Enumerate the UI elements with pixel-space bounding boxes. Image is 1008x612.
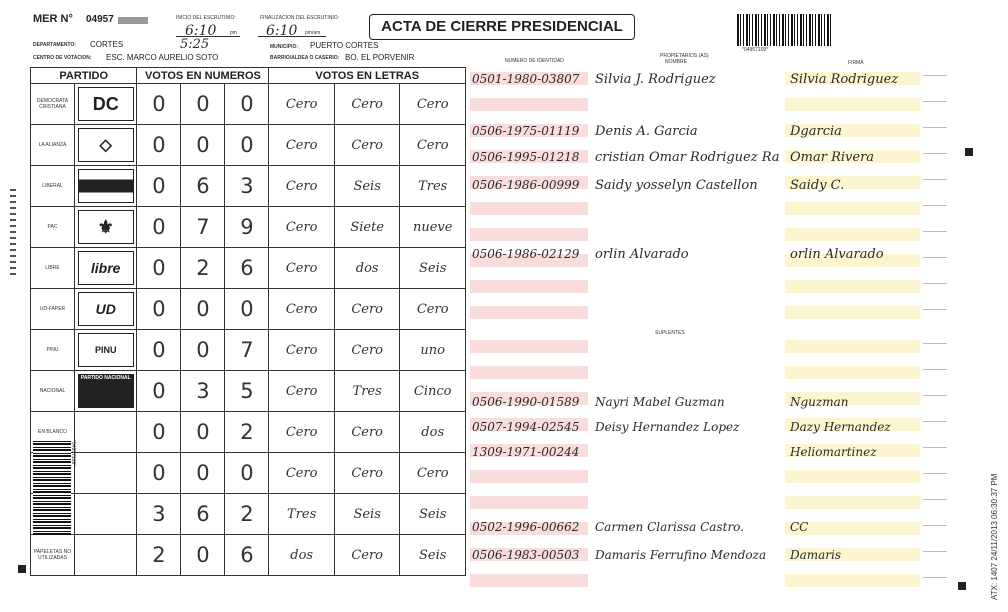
inicio-time2: 5:25 [180, 37, 210, 52]
owner-signature: Silvia Rodriguez [790, 72, 899, 87]
party-name: DEMOCRATA CRISTIANA [31, 84, 75, 125]
table-row [31, 453, 466, 494]
vote-digit: 0 [137, 248, 181, 289]
row-tag [923, 153, 947, 154]
signature-cell [785, 470, 920, 483]
row-tag [923, 231, 947, 232]
substitute-signature: Nguzman [790, 395, 849, 409]
party-logo [75, 166, 137, 207]
table-row [31, 535, 466, 576]
vote-word: Tres [400, 166, 466, 207]
party-logo [75, 207, 137, 248]
substitute-name: Carmen Clarissa Castro. [595, 520, 745, 534]
owner-name: orlin Alvarado [595, 247, 689, 262]
row-tag [923, 205, 947, 206]
vote-digit: 0 [137, 371, 181, 412]
table-row [31, 412, 466, 453]
vote-digit: 0 [181, 535, 225, 576]
substitute-signature: Dazy Hernandez [790, 420, 891, 434]
signature-cell [785, 280, 920, 293]
departamento-label: DEPARTAMENTO: [33, 42, 77, 48]
vote-digit: 9 [225, 207, 269, 248]
vote-digit: 2 [225, 494, 269, 535]
vote-digit: 0 [137, 412, 181, 453]
barcode-top [737, 14, 833, 46]
vote-digit: 5 [225, 371, 269, 412]
corner-mark-bl [18, 565, 26, 573]
owner-signature: orlin Alvarado [790, 247, 884, 262]
col-letras: VOTOS EN LETRAS [269, 68, 466, 84]
vote-word: Cero [400, 84, 466, 125]
suplentes-label: SUPLENTES [655, 330, 685, 336]
vote-digit: 2 [181, 248, 225, 289]
vote-digit: 6 [225, 248, 269, 289]
substitute-name: Damaris Ferrufino Mendoza [595, 548, 767, 562]
party-name: PAPELETAS NO UTILIZADAS [31, 535, 75, 576]
row-tag [923, 283, 947, 284]
id-cell [470, 98, 588, 111]
substitute-signature: CC [790, 520, 809, 534]
vote-word: Seis [400, 494, 466, 535]
mer-label: MER N° [33, 13, 73, 25]
vote-digit: 0 [137, 166, 181, 207]
id-cell [470, 306, 588, 319]
vote-word: Cero [269, 84, 335, 125]
finalizacion-line [258, 36, 326, 37]
firma-label: FIRMA [848, 60, 864, 66]
signature-cell [785, 98, 920, 111]
row-tag [923, 395, 947, 396]
municipio-value: PUERTO CORTES [310, 41, 379, 50]
side-text: ATX: 1407 24/11/2013 06:30:37 PM [990, 473, 999, 600]
row-tag [923, 309, 947, 310]
owner-name: cristian Omar Rodriguez Ra [595, 150, 780, 165]
vote-digit: 7 [181, 207, 225, 248]
vote-digit: 0 [137, 453, 181, 494]
owner-id: 0506-1986-02129 [472, 247, 580, 261]
vote-word: Cero [269, 330, 335, 371]
id-cell [470, 228, 588, 241]
vote-word: Cinco [400, 371, 466, 412]
signature-cell [785, 228, 920, 241]
party-name: PAC [31, 207, 75, 248]
party-logo [75, 535, 137, 576]
row-tag [923, 257, 947, 258]
barcode-left-text: *04957109* [70, 440, 76, 467]
col-partido: PARTIDO [31, 68, 137, 84]
id-cell [470, 366, 588, 379]
centro-value: ESC. MARCO AURELIO SOTO [106, 53, 219, 62]
party-name: LIBRE [31, 248, 75, 289]
vote-digit: 2 [137, 535, 181, 576]
page-title: ACTA DE CIERRE PRESIDENCIAL [369, 14, 635, 40]
vote-digit: 6 [181, 166, 225, 207]
id-cell [470, 202, 588, 215]
vote-word: Cero [334, 84, 400, 125]
vote-digit: 0 [181, 84, 225, 125]
vote-word: dos [400, 412, 466, 453]
party-name: LA ALIANZA [31, 125, 75, 166]
vote-digit: 0 [225, 453, 269, 494]
vote-digit: 0 [137, 125, 181, 166]
party-logo-icon [78, 169, 134, 203]
substitute-signature: Damaris [790, 548, 842, 562]
vote-digit: 0 [181, 330, 225, 371]
vote-word: Seis [334, 166, 400, 207]
vote-word: Cero [269, 371, 335, 412]
owner-id: 0501-1980-03807 [472, 72, 580, 86]
vote-digit: 2 [225, 412, 269, 453]
vote-word: Tres [269, 494, 335, 535]
owner-name: Silvia J. Rodriguez [595, 72, 716, 87]
row-tag [923, 577, 947, 578]
corner-mark-tr [965, 148, 973, 156]
propietarios-label: PROPIETARIOS (AS) [660, 53, 709, 59]
party-logo-icon: ◇ [78, 128, 134, 162]
vote-digit: 0 [181, 412, 225, 453]
owner-signature: Saidy C. [790, 178, 845, 193]
substitute-id: 1309-1971-00244 [472, 445, 580, 459]
departamento-value: CORTES [90, 40, 124, 49]
vote-word: Seis [334, 494, 400, 535]
substitute-name: Nayri Mabel Guzman [595, 395, 725, 409]
vote-word: Tres [334, 371, 400, 412]
vote-word: Cero [269, 248, 335, 289]
table-row [31, 289, 466, 330]
vote-digit: 3 [225, 166, 269, 207]
substitute-id: 0506-1983-00503 [472, 548, 580, 562]
id-cell [470, 574, 588, 587]
table-row [31, 248, 466, 289]
vote-digit: 0 [137, 289, 181, 330]
row-tag [923, 369, 947, 370]
party-logo [75, 289, 137, 330]
vote-word: Cero [400, 289, 466, 330]
barcode-top-text: *04957109* [742, 47, 769, 53]
vote-digit: 0 [137, 330, 181, 371]
party-logo [75, 371, 137, 412]
row-tag [923, 551, 947, 552]
signature-cell [785, 574, 920, 587]
vote-word: Cero [334, 453, 400, 494]
municipio-label: MUNICIPIO: [270, 44, 299, 50]
vote-word: Cero [334, 125, 400, 166]
vote-word: Cero [269, 125, 335, 166]
owner-signature: Dgarcia [790, 124, 842, 139]
party-name: LIBERAL [31, 166, 75, 207]
row-tag [923, 179, 947, 180]
vote-word: Cero [400, 453, 466, 494]
row-tag [923, 101, 947, 102]
substitute-id: 0507-1994-02545 [472, 420, 580, 434]
vote-word: Cero [400, 125, 466, 166]
vote-word: Cero [334, 330, 400, 371]
owner-id: 0506-1975-01119 [472, 124, 580, 138]
row-tag [923, 75, 947, 76]
vote-word: Cero [334, 535, 400, 576]
vote-digit: 0 [225, 289, 269, 330]
table-row [31, 330, 466, 371]
owner-id: 0506-1995-01218 [472, 150, 580, 164]
row-tag [923, 127, 947, 128]
owner-id: 0506-1986-00999 [472, 178, 580, 192]
party-logo [75, 494, 137, 535]
inicio-pm: pm [230, 30, 237, 36]
party-logo-icon: PARTIDO NACIONAL [78, 374, 134, 408]
substitute-id: 0502-1996-00662 [472, 520, 580, 534]
vote-digit: 3 [137, 494, 181, 535]
party-name: EN BLANCO [31, 412, 75, 453]
vote-word: dos [269, 535, 335, 576]
vote-digit: 0 [181, 453, 225, 494]
vote-digit: 7 [225, 330, 269, 371]
row-tag [923, 473, 947, 474]
vote-word: dos [334, 248, 400, 289]
barcode-left [33, 440, 71, 535]
barrio-label: BARRIO/ALDEA O CASERIO: [270, 55, 340, 61]
id-cell [470, 280, 588, 293]
finalizacion-pm: pm/am [305, 30, 321, 36]
row-tag [923, 343, 947, 344]
barrio-value: BO. EL PORVENIR [345, 53, 415, 62]
row-tag [923, 421, 947, 422]
vote-word: Cero [269, 453, 335, 494]
signature-cell [785, 340, 920, 353]
mer-number: 04957 [86, 14, 114, 25]
table-row [31, 125, 466, 166]
vote-word: Seis [400, 535, 466, 576]
vote-word: Cero [334, 289, 400, 330]
vote-word: Cero [269, 207, 335, 248]
col-numeros: VOTOS EN NUMEROS [137, 68, 269, 84]
finalizacion-time: 6:10 [266, 23, 298, 39]
vote-digit: 6 [225, 535, 269, 576]
id-cell [470, 340, 588, 353]
vote-digit: 6 [181, 494, 225, 535]
row-tag [923, 447, 947, 448]
owner-signature: Omar Rivera [790, 150, 875, 165]
party-logo-icon: UD [78, 292, 134, 326]
vote-digit: 0 [225, 84, 269, 125]
table-row [31, 207, 466, 248]
inicio-label: INICIO DEL ESCRUTINIO: [176, 15, 236, 21]
party-logo-icon: DC [78, 87, 134, 121]
party-name: PINU [31, 330, 75, 371]
numero-identidad-label: NUMERO DE IDENTIDAD [505, 58, 564, 64]
corner-mark-br [958, 582, 966, 590]
id-cell [470, 496, 588, 509]
table-row [31, 84, 466, 125]
party-logo-icon: ⚜ [78, 210, 134, 244]
party-logo [75, 330, 137, 371]
vote-word: uno [400, 330, 466, 371]
finalizacion-label: FINALIZACION DEL ESCRUTINIO: [260, 15, 339, 21]
vote-word: Cero [269, 412, 335, 453]
row-tag [923, 499, 947, 500]
cne-logo [118, 17, 148, 24]
votes-table [30, 67, 466, 576]
vote-word: Siete [334, 207, 400, 248]
vote-digit: 0 [181, 125, 225, 166]
party-logo [75, 125, 137, 166]
party-logo-icon: PINU [78, 333, 134, 367]
table-row [31, 166, 466, 207]
vote-digit: 0 [137, 207, 181, 248]
vote-word: Cero [269, 166, 335, 207]
vote-digit: 0 [181, 289, 225, 330]
vote-word: Cero [334, 412, 400, 453]
party-logo-icon: libre [78, 251, 134, 285]
vote-digit: 0 [225, 125, 269, 166]
signature-cell [785, 202, 920, 215]
party-logo [75, 453, 137, 494]
vote-digit: 3 [181, 371, 225, 412]
signature-cell [785, 366, 920, 379]
edge-marks [10, 185, 16, 275]
id-cell [470, 470, 588, 483]
party-logo [75, 84, 137, 125]
owner-name: Denis A. Garcia [595, 124, 698, 139]
table-row [31, 494, 466, 535]
party-name: NACIONAL [31, 371, 75, 412]
substitute-name: Deisy Hernandez Lopez [595, 420, 740, 434]
vote-word: Seis [400, 248, 466, 289]
nombre-label: NOMBRE [665, 59, 687, 65]
party-logo [75, 248, 137, 289]
party-logo [75, 412, 137, 453]
party-name: UD-FAPER [31, 289, 75, 330]
table-row [31, 371, 466, 412]
centro-label: CENTRO DE VOTACION: [33, 55, 92, 61]
substitute-id: 0506-1990-01589 [472, 395, 580, 409]
substitute-signature: Heliomartinez [790, 445, 877, 459]
vote-word: Cero [269, 289, 335, 330]
vote-digit: 0 [137, 84, 181, 125]
signature-cell [785, 496, 920, 509]
vote-word: nueve [400, 207, 466, 248]
signature-cell [785, 306, 920, 319]
inicio-time: 6:10 [185, 23, 217, 39]
row-tag [923, 525, 947, 526]
owner-name: Saidy yosselyn Castellon [595, 178, 758, 193]
